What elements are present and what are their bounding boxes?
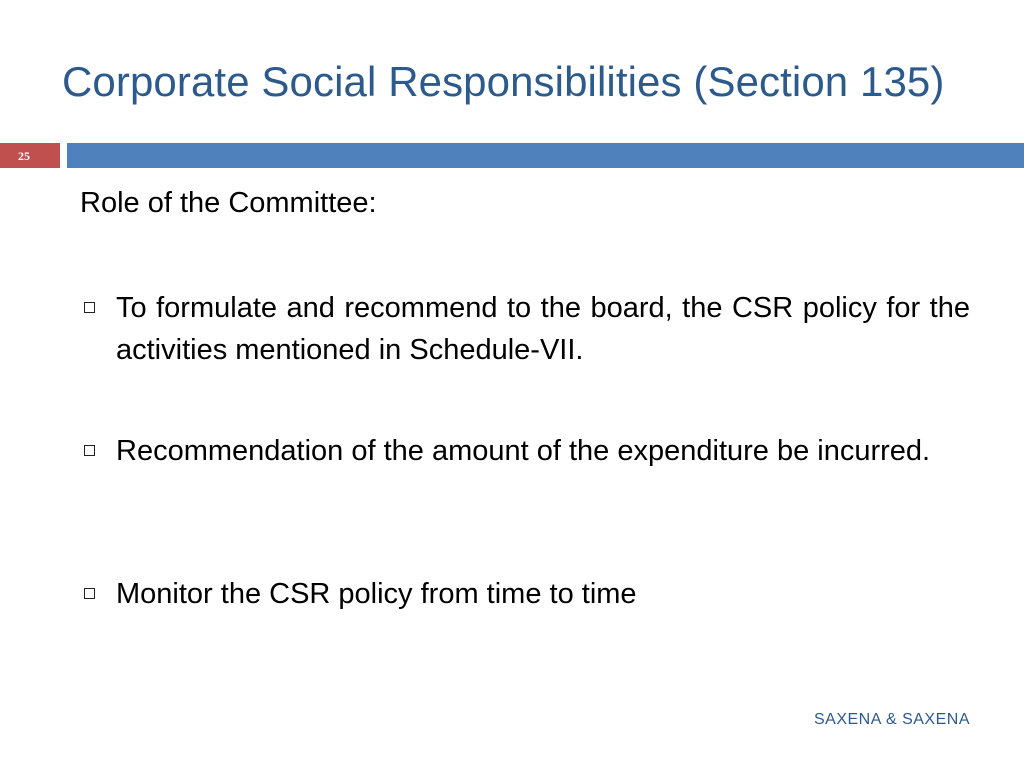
square-bullet-icon (84, 302, 95, 313)
bullet-item (80, 430, 970, 472)
bullet-item (80, 287, 970, 371)
header-divider-bar (67, 143, 1024, 168)
bullet-text: Recommendation of the amount of the expenditure be incurred. (116, 435, 931, 467)
slide-title: Corporate Social Responsibilities (Section 135) (62, 58, 945, 105)
bullet-item (80, 573, 970, 615)
slide-number-badge (0, 143, 60, 168)
square-bullet-icon (84, 445, 95, 456)
bullet-text: Monitor the CSR policy from time to time (116, 578, 637, 610)
square-bullet-icon (84, 588, 95, 599)
bullet-text: To formulate and recommend to the board, the CSR policy for the activities mentioned in Schedule-VII. (116, 292, 970, 366)
section-heading: Role of the Committee: (80, 187, 377, 219)
footer-brand: SAXENA & SAXENA (813, 711, 970, 728)
slide-number: 25 (18, 149, 30, 163)
